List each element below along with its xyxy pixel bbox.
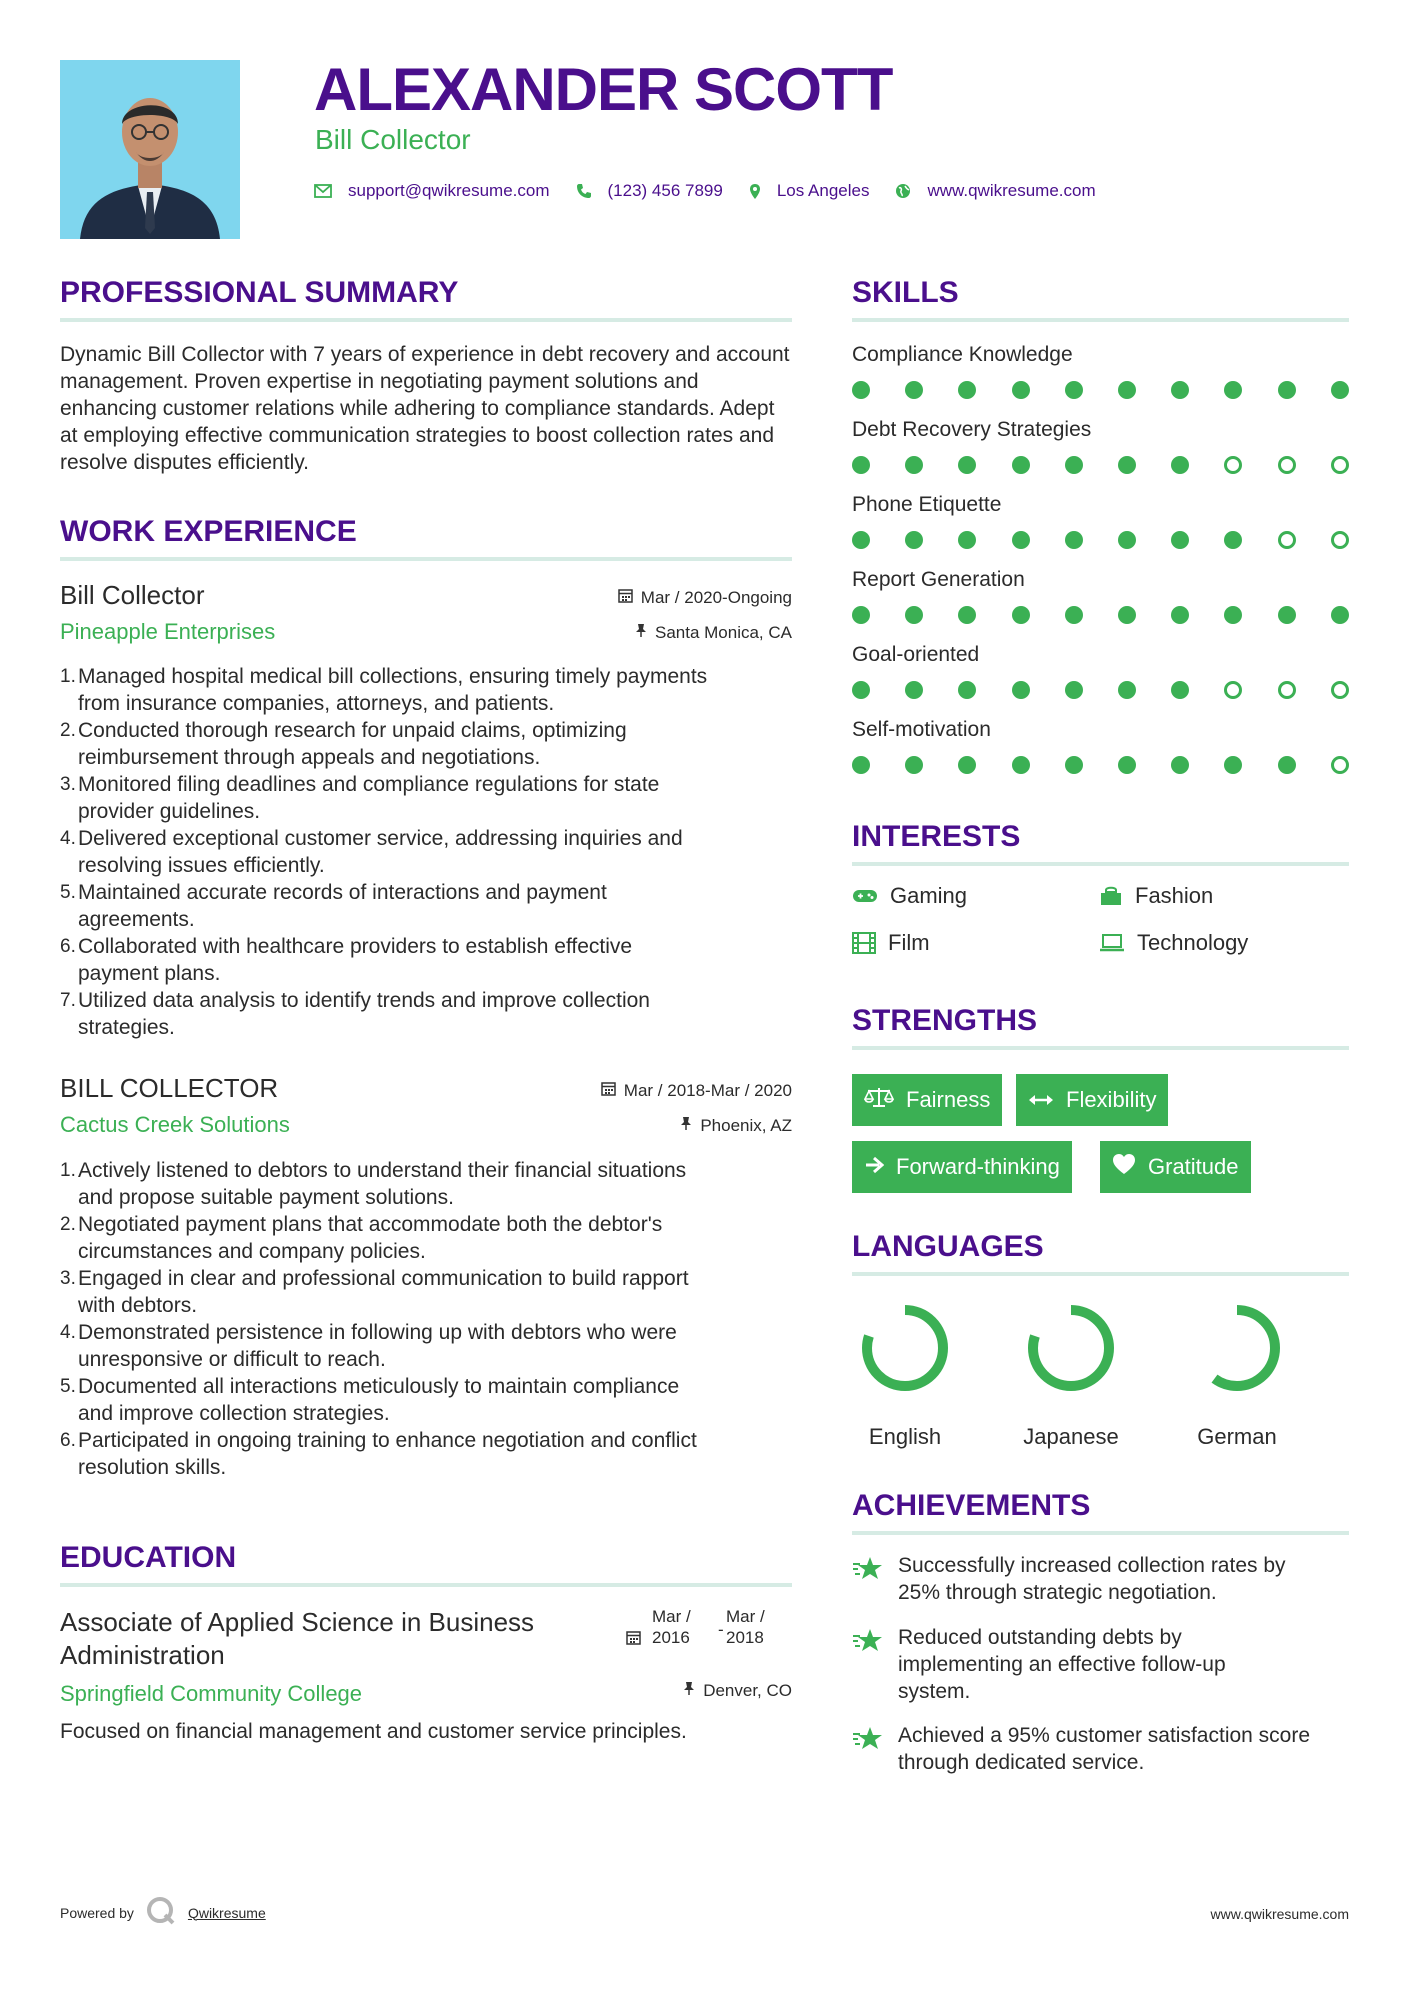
duty-item: 6. Collaborated with healthcare providers to establish effective payment plans. bbox=[60, 935, 633, 985]
degree-line-2: Administration bbox=[60, 1640, 225, 1670]
duty-item: 4. Delivered exceptional customer service, addressing inquiries and resolving issues efficiently. bbox=[60, 827, 683, 877]
rating-dot-filled bbox=[1012, 756, 1030, 774]
duty-item: 5. Maintained accurate records of interactions and payment agreements. bbox=[60, 881, 607, 931]
qwikresume-logo-icon bbox=[146, 1896, 176, 1929]
rating-dot-filled bbox=[1224, 381, 1242, 399]
rating-dot-filled bbox=[1118, 381, 1136, 399]
strength-tag: Forward-thinking bbox=[852, 1141, 1072, 1193]
rating-dot-filled bbox=[1171, 381, 1189, 399]
language-name: Japanese bbox=[1023, 1424, 1119, 1449]
skills-heading: SKILLS bbox=[852, 276, 959, 309]
contact-location: Los Angeles bbox=[776, 181, 870, 200]
experience-rule bbox=[60, 557, 792, 561]
strengths-rule bbox=[852, 1046, 1349, 1050]
language-name: German bbox=[1197, 1424, 1277, 1449]
summary-text: Dynamic Bill Collector with 7 years of experience in debt recovery and account management. Proven expertise in negotiating payment solutions and enhancing customer relations while adhering to compliance standards. Adept at employing effective communication strategies to boost collection rates and resolve disputes efficiently. bbox=[60, 343, 790, 474]
job-dates: Mar / 2018-Mar / 2020 bbox=[601, 1081, 792, 1101]
gamepad-icon bbox=[852, 888, 878, 904]
rating-dot-filled bbox=[1065, 756, 1083, 774]
education-rule bbox=[60, 1583, 792, 1587]
candidate-name: ALEXANDER SCOTT bbox=[314, 56, 893, 123]
rating-dot-filled bbox=[905, 531, 923, 549]
rating-dot-empty bbox=[1278, 681, 1296, 699]
rating-dot-filled bbox=[958, 606, 976, 624]
rating-dot-filled bbox=[1118, 456, 1136, 474]
job-entry bbox=[60, 1073, 792, 1139]
rating-dot-filled bbox=[1012, 606, 1030, 624]
duty-item: 1. Actively listened to debtors to understand their financial situations and propose suitable payment solutions. bbox=[60, 1159, 687, 1209]
rating-dot-filled bbox=[958, 456, 976, 474]
interests-heading: INTERESTS bbox=[852, 820, 1021, 853]
duty-item: 4. Demonstrated persistence in following up with debtors who were unresponsive or difficult to reach. bbox=[60, 1321, 677, 1371]
rating-dot-filled bbox=[1118, 681, 1136, 699]
job-company: Cactus Creek Solutions bbox=[60, 1112, 290, 1137]
rating-dot-filled bbox=[905, 681, 923, 699]
skill-rating bbox=[852, 755, 1352, 775]
job-duties-list bbox=[60, 663, 792, 1041]
heart-icon bbox=[1112, 1153, 1136, 1181]
interest-item: Film bbox=[852, 929, 930, 957]
achievement-item: Achieved a 95% customer satisfaction score through dedicated service. bbox=[852, 1722, 1362, 1776]
skills-rule bbox=[852, 318, 1349, 322]
language-level-ring bbox=[1189, 1300, 1285, 1396]
rating-dot-filled bbox=[1171, 456, 1189, 474]
achievements-heading: ACHIEVEMENTS bbox=[852, 1489, 1091, 1522]
skill-name: Phone Etiquette bbox=[852, 493, 1002, 516]
languages-heading: LANGUAGES bbox=[852, 1230, 1044, 1263]
rating-dot-filled bbox=[1171, 531, 1189, 549]
rating-dot-filled bbox=[1331, 606, 1349, 624]
interest-item: Fashion bbox=[1099, 882, 1213, 910]
duty-item: 5. Documented all interactions meticulously to maintain compliance and improve collection strategies. bbox=[60, 1375, 680, 1425]
edu-start-date: Mar / 2016 bbox=[652, 1607, 691, 1647]
arrow-right-icon bbox=[864, 1154, 884, 1180]
duty-item: 1. Managed hospital medical bill collections, ensuring timely payments from insurance companies, attorneys, and patients. bbox=[60, 665, 708, 715]
rating-dot-filled bbox=[1224, 606, 1242, 624]
rating-dot-filled bbox=[1012, 681, 1030, 699]
rating-dot-filled bbox=[1012, 456, 1030, 474]
envelope-icon bbox=[314, 184, 332, 198]
education-entry bbox=[60, 1606, 792, 1708]
rating-dot-filled bbox=[1171, 681, 1189, 699]
job-location: Phoenix, AZ bbox=[680, 1116, 792, 1136]
rating-dot-filled bbox=[1331, 381, 1349, 399]
pushpin-icon bbox=[635, 623, 647, 643]
skill-rating bbox=[852, 680, 1352, 700]
skill-name: Goal-oriented bbox=[852, 643, 980, 666]
rating-dot-filled bbox=[1012, 531, 1030, 549]
footer-website[interactable]: www.qwikresume.com bbox=[1210, 1906, 1349, 1922]
skill-name: Compliance Knowledge bbox=[852, 343, 1073, 366]
contact-website[interactable]: www.qwikresume.com bbox=[927, 181, 1096, 200]
job-entry bbox=[60, 580, 792, 646]
job-title: Bill Collector bbox=[60, 580, 205, 610]
rating-dot-filled bbox=[852, 756, 870, 774]
rating-dot-filled bbox=[852, 531, 870, 549]
skill-rating bbox=[852, 380, 1352, 400]
language-name: English bbox=[868, 1424, 942, 1449]
job-location: Santa Monica, CA bbox=[635, 623, 792, 643]
job-dates: Mar / 2020-Ongoing bbox=[618, 588, 792, 608]
rating-dot-filled bbox=[1224, 756, 1242, 774]
pushpin-icon bbox=[680, 1116, 692, 1136]
summary-heading: PROFESSIONAL SUMMARY bbox=[60, 276, 459, 309]
film-icon bbox=[852, 932, 876, 954]
balance-scale-icon bbox=[864, 1086, 894, 1114]
rating-dot-empty bbox=[1278, 456, 1296, 474]
rating-dot-filled bbox=[1118, 606, 1136, 624]
interests-rule bbox=[852, 862, 1349, 866]
rating-dot-empty bbox=[1278, 531, 1296, 549]
job-title: BILL COLLECTOR bbox=[60, 1073, 279, 1103]
rating-dot-filled bbox=[1224, 531, 1242, 549]
rating-dot-filled bbox=[1065, 456, 1083, 474]
rating-dot-filled bbox=[905, 606, 923, 624]
interest-item: Technology bbox=[1099, 929, 1248, 957]
rating-dot-filled bbox=[905, 456, 923, 474]
summary-rule bbox=[60, 318, 792, 322]
shopping-bag-icon bbox=[1099, 885, 1123, 907]
globe-icon bbox=[895, 183, 911, 199]
language-item bbox=[1011, 1300, 1131, 1450]
rating-dot-filled bbox=[1278, 381, 1296, 399]
edu-location: Denver, CO bbox=[683, 1681, 792, 1701]
rating-dot-filled bbox=[1065, 381, 1083, 399]
duty-item: 2. Conducted thorough research for unpaid claims, optimizing reimbursement through appeals and negotiations. bbox=[60, 719, 627, 769]
achievements-rule bbox=[852, 1531, 1349, 1535]
contact-bar bbox=[314, 176, 1122, 206]
school-name: Springfield Community College bbox=[60, 1681, 363, 1706]
arrows-horizontal-icon bbox=[1028, 1087, 1054, 1113]
language-item bbox=[845, 1300, 965, 1450]
contact-email[interactable]: support@qwikresume.com bbox=[348, 181, 550, 200]
languages-rule bbox=[852, 1272, 1349, 1276]
rating-dot-filled bbox=[852, 606, 870, 624]
phone-icon bbox=[576, 183, 592, 199]
contact-phone[interactable]: (123) 456 7899 bbox=[607, 181, 723, 200]
duty-item: 6. Participated in ongoing training to enhance negotiation and conflict resolution skills. bbox=[60, 1429, 697, 1479]
calendar-icon bbox=[626, 1620, 646, 1650]
rating-dot-filled bbox=[958, 756, 976, 774]
rating-dot-empty bbox=[1224, 681, 1242, 699]
skill-rating bbox=[852, 530, 1352, 550]
calendar-icon bbox=[601, 1081, 616, 1101]
rating-dot-empty bbox=[1224, 456, 1242, 474]
job-company: Pineapple Enterprises bbox=[60, 619, 276, 644]
rating-dot-empty bbox=[1331, 456, 1349, 474]
language-level-ring bbox=[1023, 1300, 1119, 1396]
map-pin-icon bbox=[749, 183, 761, 200]
duty-item: 3. Monitored filing deadlines and compliance regulations for state provider guidelines. bbox=[60, 773, 660, 823]
star-icon bbox=[852, 1626, 884, 1705]
candidate-title: Bill Collector bbox=[315, 124, 471, 155]
rating-dot-filled bbox=[1118, 756, 1136, 774]
rating-dot-filled bbox=[905, 381, 923, 399]
rating-dot-filled bbox=[852, 681, 870, 699]
rating-dot-filled bbox=[1278, 606, 1296, 624]
skill-name: Self-motivation bbox=[852, 718, 991, 741]
education-heading: EDUCATION bbox=[60, 1541, 237, 1574]
duty-item: 3. Engaged in clear and professional communication to build rapport with debtors. bbox=[60, 1267, 689, 1317]
rating-dot-filled bbox=[1012, 381, 1030, 399]
calendar-icon bbox=[618, 588, 633, 608]
experience-heading: WORK EXPERIENCE bbox=[60, 515, 357, 548]
language-level-arc bbox=[867, 1310, 943, 1386]
rating-dot-filled bbox=[1065, 606, 1083, 624]
interest-item: Gaming bbox=[852, 882, 967, 910]
rating-dot-filled bbox=[958, 681, 976, 699]
skill-name: Report Generation bbox=[852, 568, 1025, 591]
rating-dot-empty bbox=[1331, 756, 1349, 774]
rating-dot-filled bbox=[905, 756, 923, 774]
rating-dot-filled bbox=[1118, 531, 1136, 549]
rating-dot-filled bbox=[1065, 681, 1083, 699]
star-icon bbox=[852, 1724, 884, 1776]
education-description: Focused on financial management and customer service principles. bbox=[60, 1720, 687, 1743]
laptop-icon bbox=[1099, 933, 1125, 953]
skill-rating bbox=[852, 455, 1352, 475]
edu-date-dash: - bbox=[718, 1620, 724, 1639]
skill-rating bbox=[852, 605, 1352, 625]
rating-dot-empty bbox=[1331, 531, 1349, 549]
strengths-heading: STRENGTHS bbox=[852, 1004, 1038, 1037]
rating-dot-filled bbox=[1171, 606, 1189, 624]
edu-end-date: Mar / 2018 bbox=[726, 1607, 765, 1647]
achievement-item: Successfully increased collection rates by 25% through strategic negotiation. bbox=[852, 1552, 1362, 1606]
duty-item: 2. Negotiated payment plans that accommodate both the debtor's circumstances and company policies. bbox=[60, 1213, 663, 1263]
rating-dot-filled bbox=[958, 381, 976, 399]
star-icon bbox=[852, 1554, 884, 1606]
rating-dot-filled bbox=[958, 531, 976, 549]
strength-tag: Gratitude bbox=[1100, 1141, 1251, 1193]
qwikresume-link[interactable]: Qwikresume bbox=[187, 1904, 266, 1921]
language-level-arc bbox=[1033, 1310, 1109, 1386]
language-level-ring bbox=[857, 1300, 953, 1396]
profile-photo bbox=[60, 60, 240, 239]
rating-dot-filled bbox=[1171, 756, 1189, 774]
language-level-arc bbox=[1199, 1310, 1275, 1386]
rating-dot-filled bbox=[1278, 756, 1296, 774]
duty-item: 7. Utilized data analysis to identify trends and improve collection strategies. bbox=[60, 989, 650, 1039]
language-item bbox=[1177, 1300, 1297, 1450]
strength-tag: Fairness bbox=[852, 1074, 1002, 1126]
rating-dot-filled bbox=[852, 456, 870, 474]
degree-line-1: Associate of Applied Science in Business bbox=[60, 1607, 535, 1637]
footer-powered-by: Powered by Qwikresume bbox=[60, 1896, 266, 1929]
achievement-item: Reduced outstanding debts by implementing an effective follow-up system. bbox=[852, 1624, 1362, 1705]
job-duties-list bbox=[60, 1157, 792, 1481]
pushpin-icon bbox=[683, 1681, 695, 1701]
rating-dot-filled bbox=[1065, 531, 1083, 549]
rating-dot-filled bbox=[852, 381, 870, 399]
rating-dot-empty bbox=[1331, 681, 1349, 699]
strength-tag: Flexibility bbox=[1016, 1074, 1168, 1126]
skill-name: Debt Recovery Strategies bbox=[852, 418, 1092, 441]
